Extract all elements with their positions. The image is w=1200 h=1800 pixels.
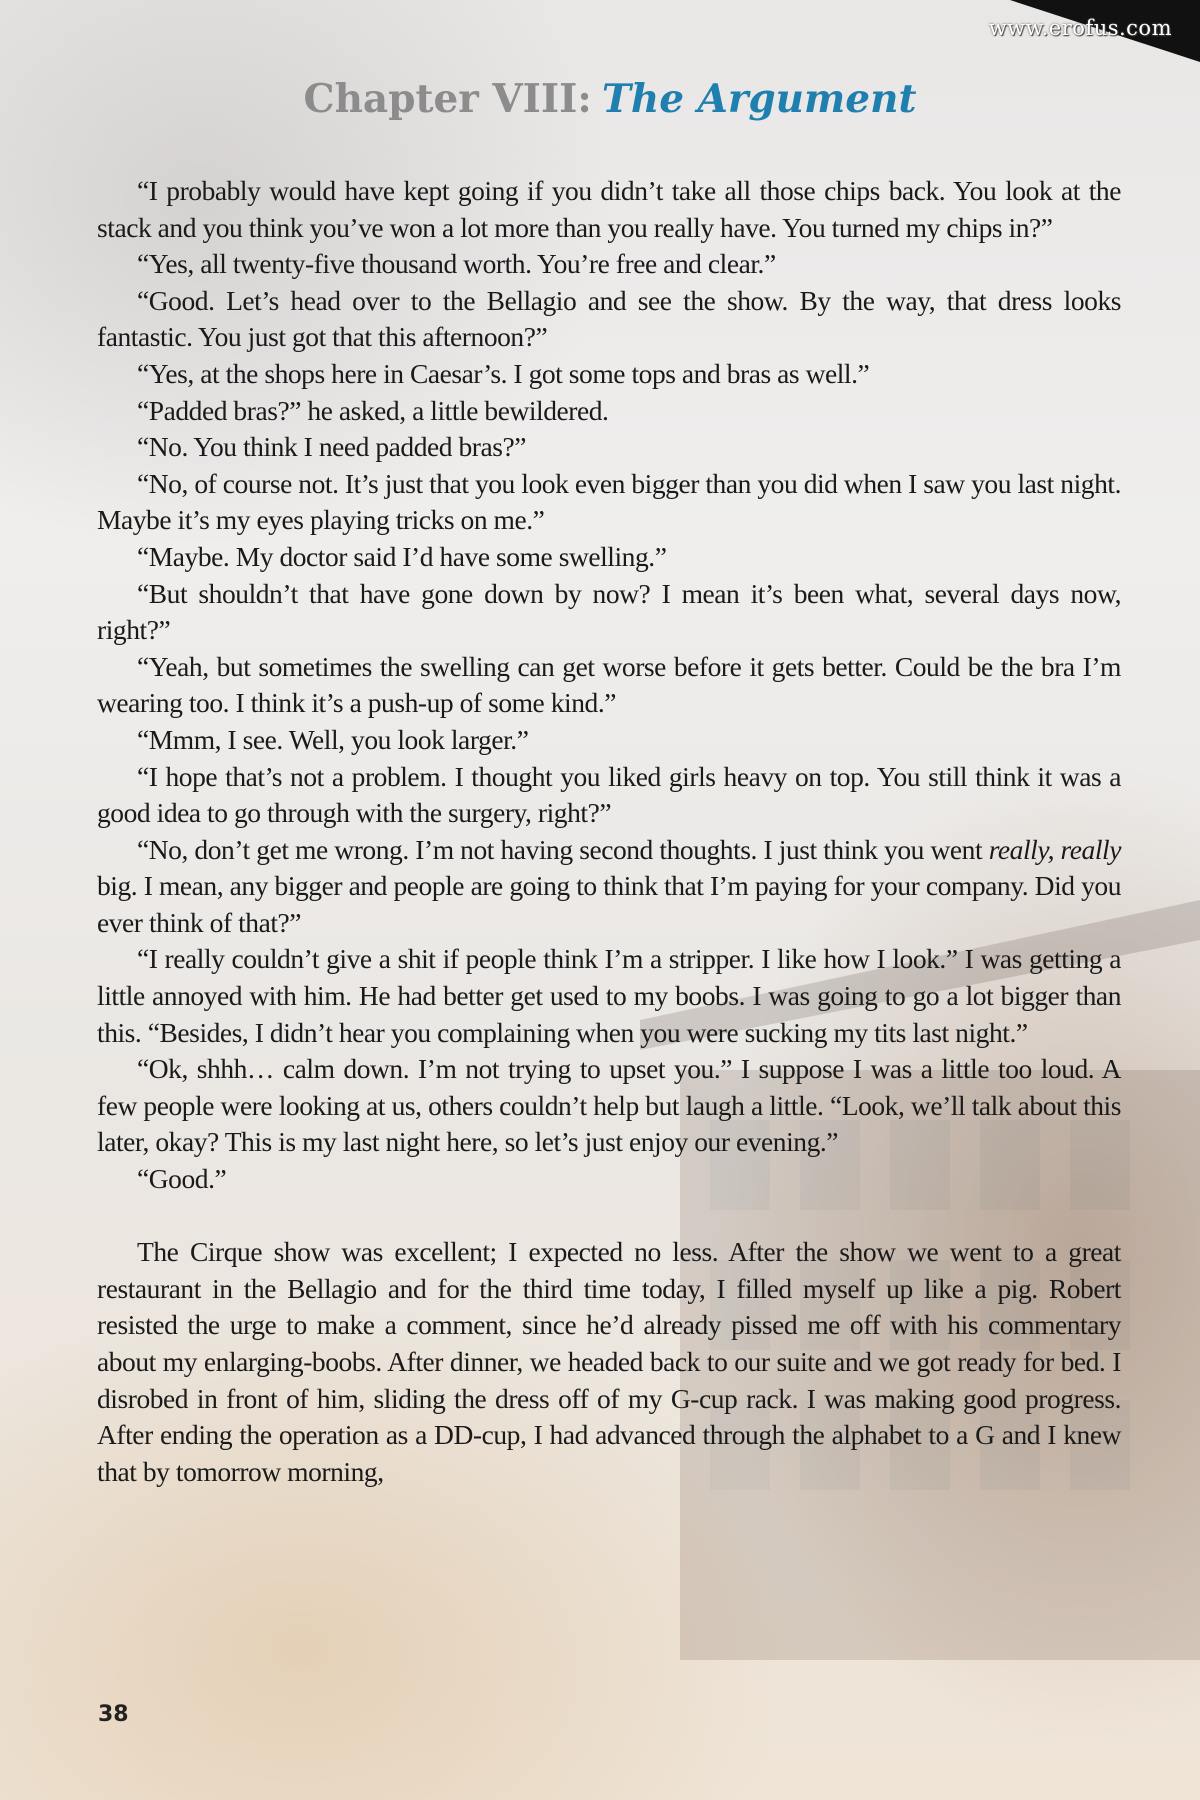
dialogue-paragraph: “Maybe. My doctor said I’d have some swelling.” [137, 540, 667, 572]
watermark-text: www.erofus.com [988, 16, 1172, 40]
dialogue-paragraph-emphasis [97, 832, 1121, 942]
dialogue-paragraph: “I hope that’s not a problem. I thought you liked girls heavy on top. You still think it was a good idea to go through with the surgery, right?” [97, 760, 1121, 829]
dialogue-paragraph: “Padded bras?” he asked, a little bewildered. [137, 394, 609, 426]
page-number: 38 [98, 1702, 129, 1727]
dialogue-paragraph: “No, of course not. It’s just that you look even bigger than you did when I saw you last night. Maybe it’s my eyes playing tricks on me.” [97, 467, 1121, 536]
paragraph-text-after: big. I mean, any bigger and people are going to think that I’m paying for your company. Did you ever think of that?” [97, 870, 1121, 938]
dialogue-paragraph: “I really couldn’t give a shit if people think I’m a stripper. I like how I look.” I was getting a little annoyed with him. He had better get used to my boobs. I was going to go a lot bigger than this. “Besides, I didn’t hear you complaining when you were sucking my tits last night.” [97, 943, 1121, 1048]
dialogue-paragraph: “But shouldn’t that have gone down by now? I mean it’s been what, several days now, right?” [97, 577, 1121, 646]
dialogue-paragraph: “Mmm, I see. Well, you look larger.” [137, 723, 529, 755]
narrative-paragraph: The Cirque show was excellent; I expected no less. After the show we went to a great restaurant in the Bellagio and for the third time today, I filled myself up like a pig. Robert resisted the urge to make a comment, since he’d already pissed me off with his commentary about my enlarging-boobs. After dinner, we headed back to our suite and we got ready for bed. I disrobed in front of him, sliding the dress off of my G-cup rack. I was making good progress. After ending the operation as a DD-cup, I had advanced through the alphabet to a G and I knew that by tomorrow morning, [97, 1236, 1121, 1487]
chapter-label: Chapter VIII: [303, 76, 592, 122]
dialogue-paragraph: “Yes, at the shops here in Caesar’s. I got some tops and bras as well.” [137, 357, 870, 389]
dialogue-paragraph: “Yeah, but sometimes the swelling can get worse before it gets better. Could be the bra I’m wearing too. I think it’s a push-up of some kind.” [97, 650, 1121, 719]
chapter-text [97, 173, 1121, 1490]
dialogue-paragraph: “Ok, shhh… calm down. I’m not trying to upset you.” I suppose I was a little too loud. A few people were looking at us, others couldn’t help but laugh a little. “Look, we’ll talk about this later, okay? This is my last night here, so let’s just enjoy our evening.” [97, 1053, 1121, 1158]
dialogue-paragraph: “I probably would have kept going if you didn’t take all those chips back. You look at the stack and you think you’ve won a lot more than you really have. You turned my chips in?” [97, 175, 1121, 243]
emphasized-text: really, really [988, 833, 1121, 865]
chapter-heading [0, 76, 1200, 122]
dialogue-paragraph: “Good. Let’s head over to the Bellagio and see the show. By the way, that dress looks fantastic. You just got that this afternoon?” [97, 284, 1121, 353]
chapter-name: The Argument [601, 76, 917, 122]
dialogue-paragraph: “Yes, all twenty-five thousand worth. You’re free and clear.” [137, 248, 776, 280]
dialogue-paragraph: “No. You think I need padded bras?” [137, 431, 527, 463]
paragraph-text-before: “No, don’t get me wrong. I’m not having second thoughts. I just think you went [137, 833, 989, 865]
dialogue-paragraph: “Good.” [137, 1163, 227, 1195]
